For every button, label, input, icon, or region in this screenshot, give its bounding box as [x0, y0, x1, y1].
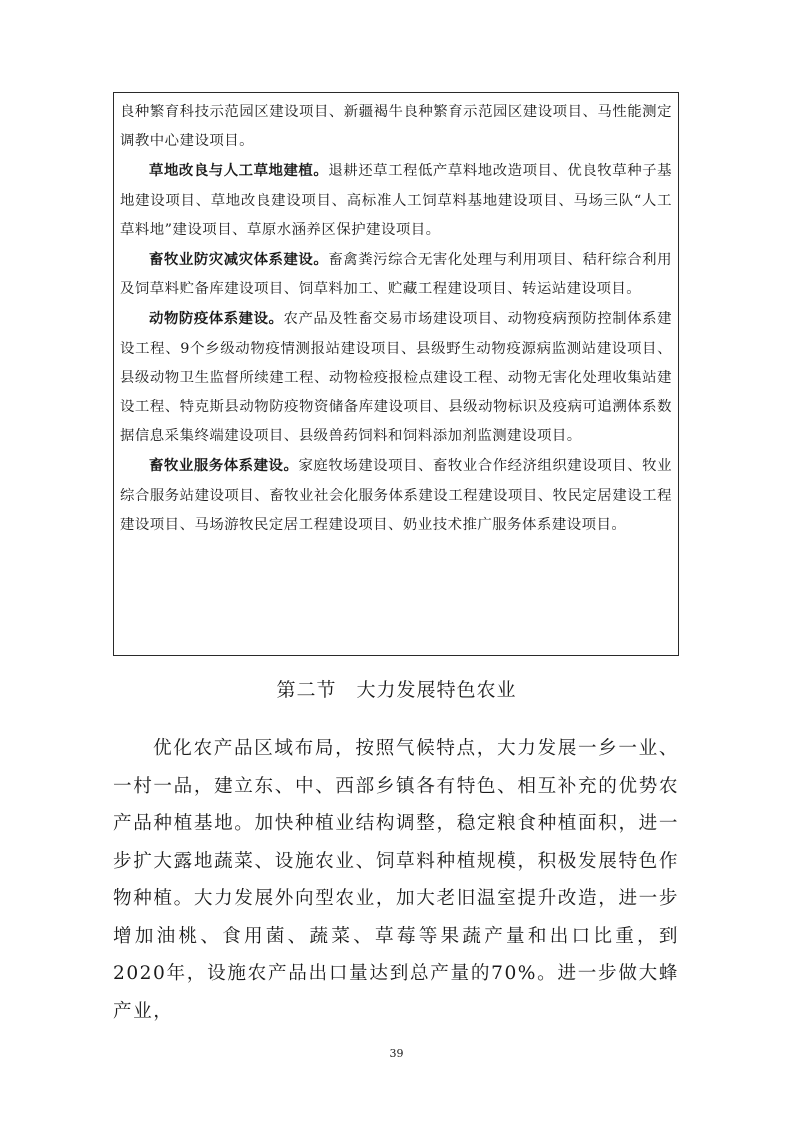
box-paragraph-breeding: 良种繁育科技示范园区建设项目、新疆褐牛良种繁育示范园区建设项目、马性能测定调教中心建设项目。 — [120, 104, 672, 150]
page-number: 39 — [389, 1047, 404, 1060]
box-paragraph-disaster — [120, 245, 672, 304]
project-list-box — [113, 92, 679, 656]
box-paragraph-epidemic — [120, 304, 672, 451]
box-paragraph-grassland — [120, 156, 672, 245]
box-heading-grassland: 草地改良与人工草地建植。 — [149, 162, 329, 180]
body-paragraph: 优化农产品区域布局，按照气候特点，大力发展一乡一业、一村一品，建立东、中、西部乡镇各有特色、相互补充的优势农产品种植基地。加快种植业结构调整，稳定粮食种植面积，进一步扩大露地蔬菜、设施农业、饲草料种植规模，积极发展特色作物种植。大力发展外向型农业，加大老旧温室提升改造，进一步增加油桃、食用菌、蔬菜、草莓等果蔬产量和出口比重，到2020年，设施农产品出口量达到总产量的70%。进一步做大蜂产业， — [113, 738, 679, 1022]
box-text-service: 家庭牧场建设项目、畜牧业合作经济组织建设项目、牧业综合服务站建设项目、畜牧业社会化服务体系建设工程建设项目、牧民定居建设工程建设项目、马场游牧民定居工程建设项目、奶业技术推广服务体系建设项目。 — [120, 458, 672, 533]
box-text-epidemic: 农产品及牲畜交易市场建设项目、动物疫病预防控制体系建设工程、9个乡级动物疫情测报站建设项目、县级野生动物疫源病监测站建设项目、县级动物卫生监督所续建工程、动物检疫报检点建设工程、动物无害化处理收集站建设工程、特克斯县动物防疫物资储备库建设项目、县级动物标识及疫病可追溯体系数据信息采集终端建设项目、县级兽药饲料和饲料添加剂监测建设项目。 — [120, 311, 672, 445]
box-heading-disaster: 畜牧业防灾减灾体系建设。 — [149, 251, 329, 269]
box-heading-epidemic: 动物防疫体系建设。 — [149, 310, 284, 328]
body-text — [113, 730, 679, 1030]
section-title: 第二节 大力发展特色农业 — [276, 679, 517, 701]
box-text-grassland: 退耕还草工程低产草料地改造项目、优良牧草种子基地建设项目、草地改良建设项目、高标准人工饲草料基地建设项目、马场三队“人工草料地”建设项目、草原水涵养区保护建设项目。 — [120, 163, 672, 238]
box-text-disaster: 畜禽粪污综合无害化处理与利用项目、秸秆综合利用及饲草料贮备库建设项目、饲草料加工、贮藏工程建设项目、转运站建设项目。 — [120, 252, 672, 298]
box-paragraph-service — [120, 451, 672, 540]
box-heading-service: 畜牧业服务体系建设。 — [149, 457, 299, 475]
